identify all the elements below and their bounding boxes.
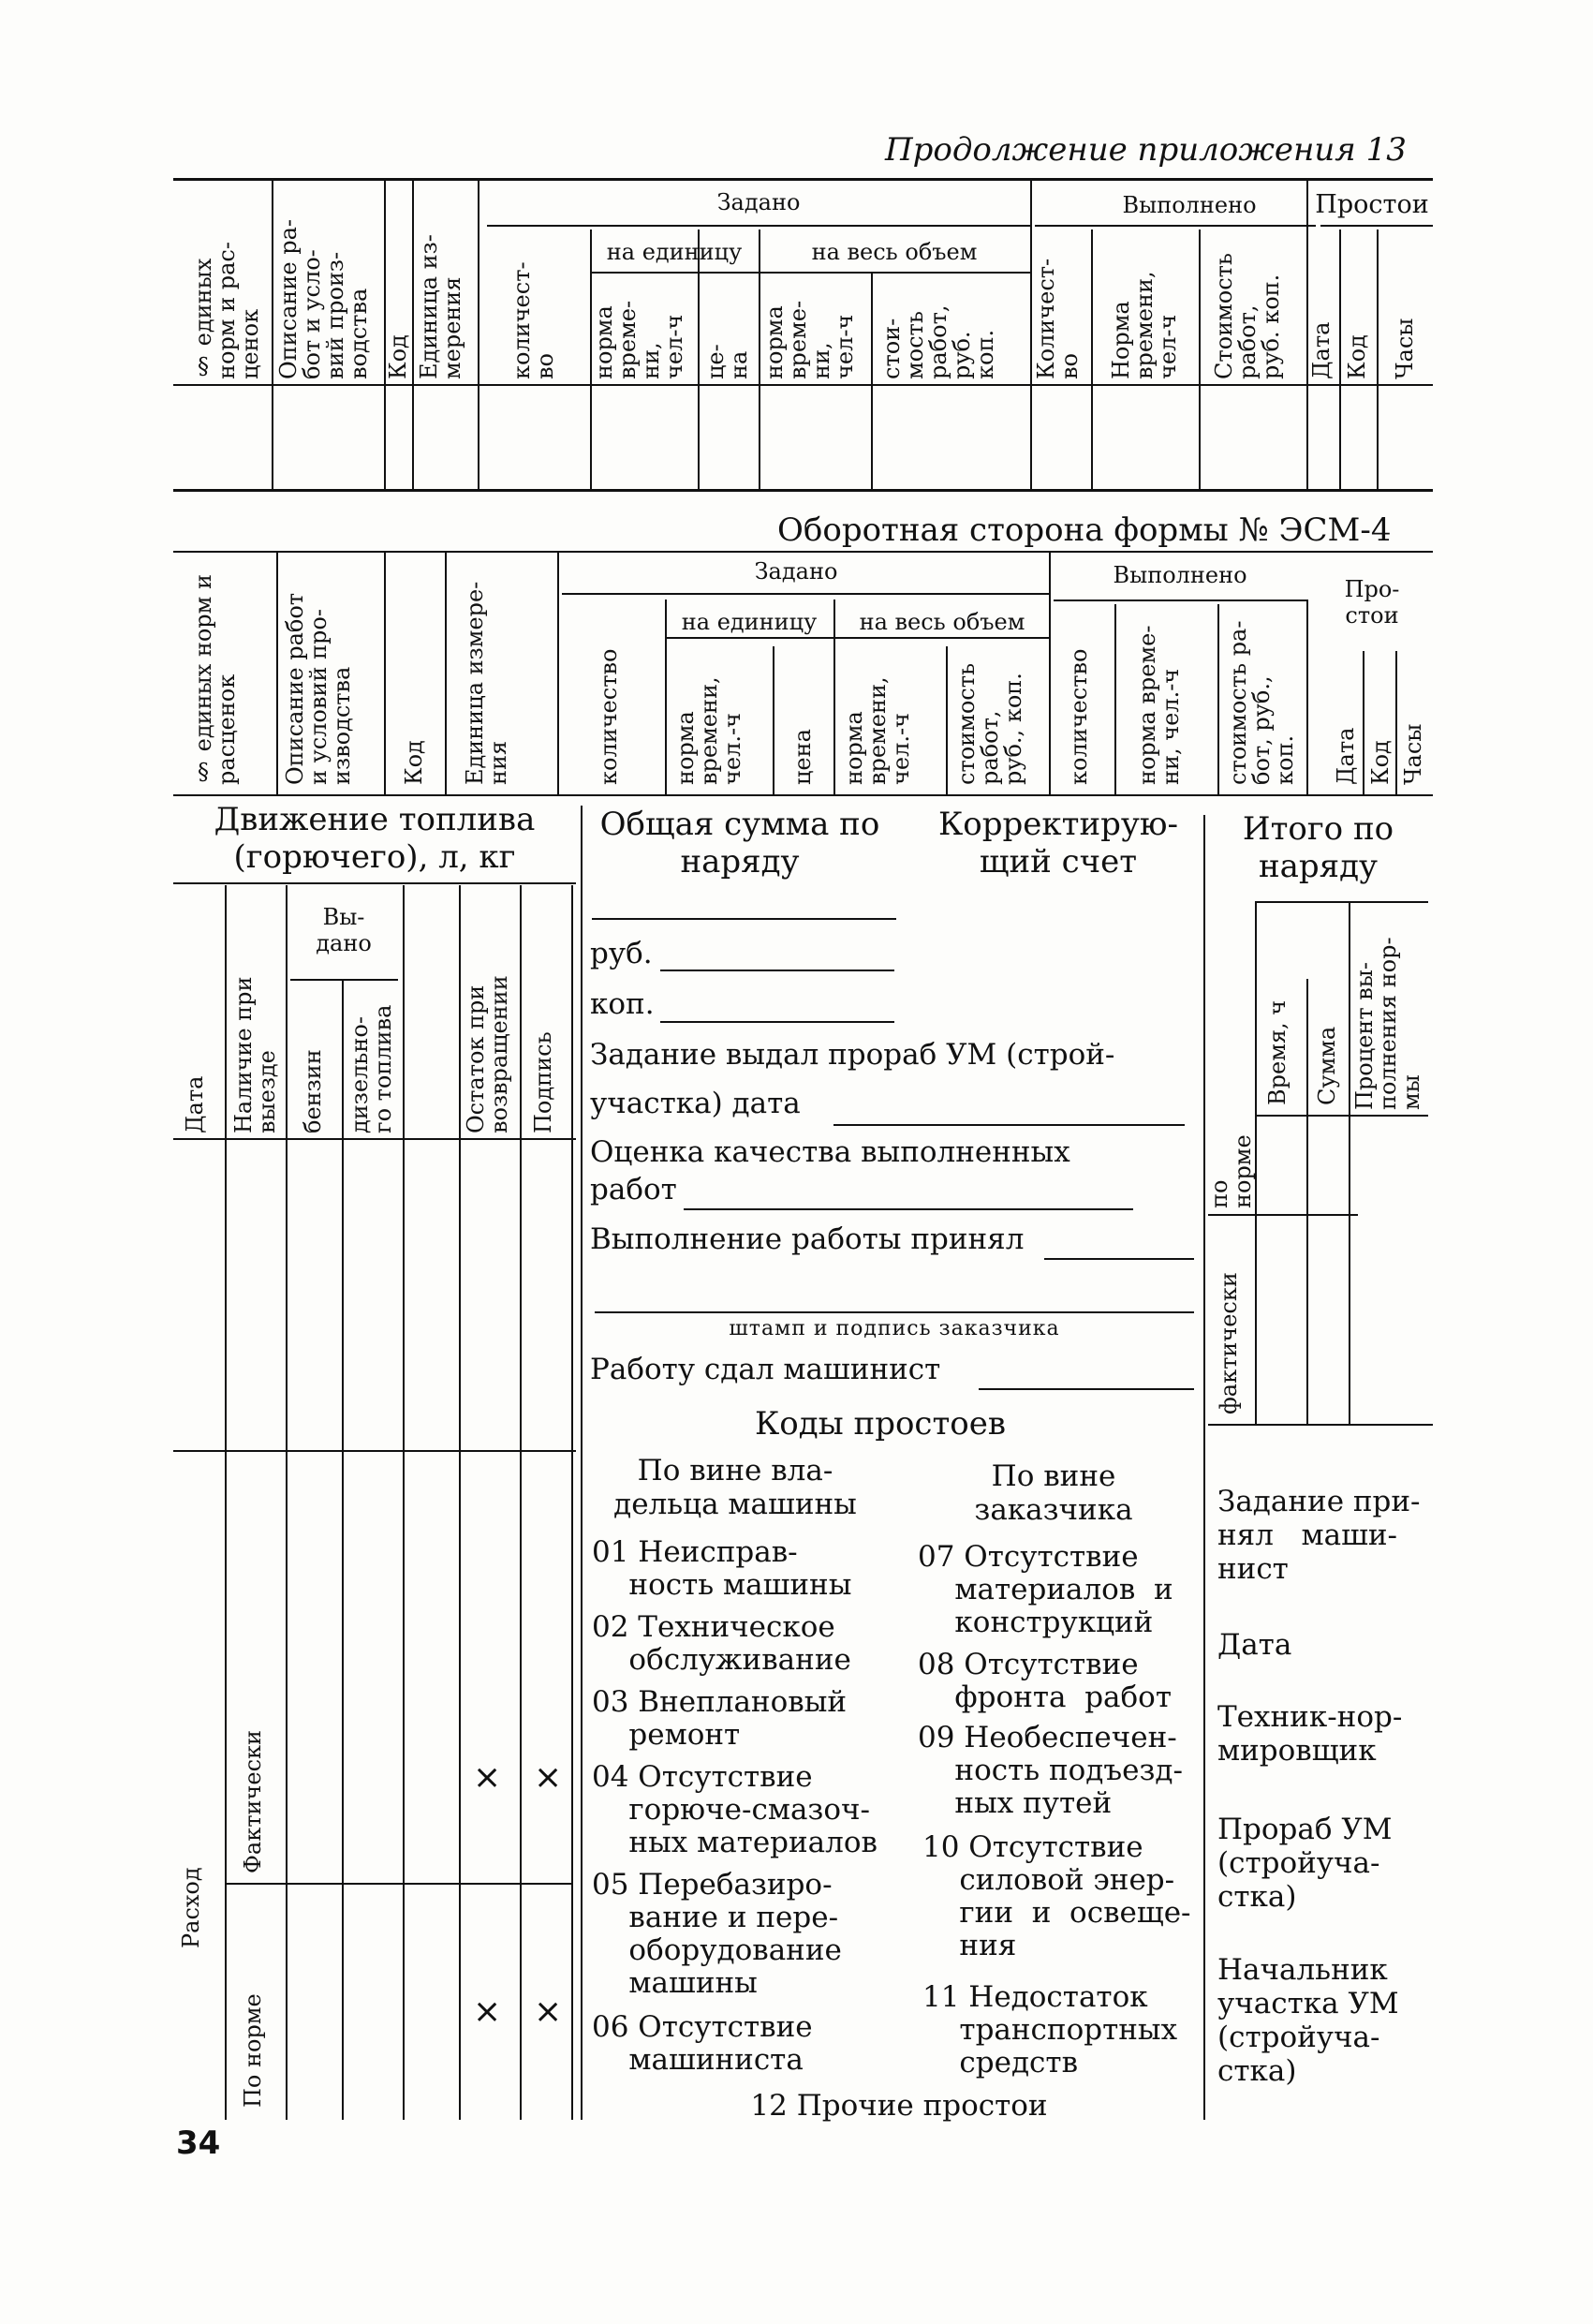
rev-col-done-qty: количество [1066, 648, 1092, 785]
idle-code-09: 09 Необеспечен- ность подъезд- ных путей [918, 1721, 1183, 1820]
quality-works-label: работ [590, 1173, 677, 1206]
top-vypolneno: Выполнено [1122, 192, 1257, 218]
right-row-norm: по норме [1206, 1134, 1256, 1208]
fuel-col-benzin: бензин [300, 1049, 326, 1133]
page-number: 34 [176, 2124, 221, 2162]
idle-code-04: 04 Отсутствие горюче-смазоч- ных материалов [592, 1760, 878, 1859]
fuel-title: Движение топлива (горючего), л, кг [214, 801, 536, 876]
top-col-qty: количест- во [509, 261, 558, 379]
owner-fault-header: По вине вла- дельца машины [613, 1454, 857, 1521]
idle-code-02: 02 Техническое обслуживание [592, 1610, 851, 1677]
top-col-done-cost: Стоимость работ, руб. коп. [1211, 253, 1284, 379]
sign-task-accepted: Задание при- нял маши- нист [1217, 1485, 1421, 1586]
rev-col-norm-unit: норма времени, чел.-ч [672, 676, 745, 785]
x-mark-1: × [473, 1758, 502, 1797]
top-zadano: Задано [716, 189, 801, 215]
right-col-sum: Сумма [1314, 1026, 1340, 1105]
top-col-para: § единых норм и рас- ценок [190, 242, 263, 379]
right-row-fact: фактически [1216, 1272, 1242, 1414]
correcting-account-title: Корректирую- щий счет [937, 806, 1178, 881]
top-prostoi: Простои [1315, 190, 1429, 219]
fuel-col-sign: Подпись [530, 1031, 556, 1133]
top-col-done-norm: Норма времени, чел-ч [1108, 271, 1181, 379]
top-na-ves: на весь объем [811, 239, 978, 265]
x-mark-4: × [534, 1992, 563, 2031]
rev-col-code: Код [401, 740, 427, 785]
po-norme-label: По норме [240, 1993, 266, 2108]
rev-na-edinicu: на единицу [681, 609, 818, 635]
top-col-date: Дата [1308, 321, 1335, 379]
quality-label: Оценка качества выполненных [590, 1135, 1070, 1169]
top-col-kod: Код [1344, 334, 1370, 379]
idle-code-08: 08 Отсутствие фронта работ [918, 1648, 1172, 1714]
task-issued-date-label: участка) дата [590, 1087, 801, 1120]
top-col-done-qty: Количест- во [1033, 258, 1083, 379]
sign-date: Дата [1217, 1628, 1292, 1662]
continuation-title: Продолжение приложения 13 [885, 131, 1407, 169]
top-col-code: Код [385, 334, 411, 379]
top-col-unit: Единица из- мерения [416, 234, 465, 379]
fuel-col-rest: Остаток при возвращении [463, 975, 512, 1133]
fakt-label: Фактически [240, 1729, 266, 1873]
idle-code-06: 06 Отсутствие машиниста [592, 2010, 813, 2077]
idle-code-05: 05 Перебазиро- вание и пере- оборудование машины [592, 1868, 842, 2000]
rev-col-kod: Код [1367, 740, 1394, 785]
rev-col-para: § единых норм и расценок [190, 574, 240, 785]
top-col-cost-all: стои- мость работ, руб. коп. [878, 304, 998, 379]
right-col-time: Время, ч [1264, 999, 1291, 1105]
rev-col-cost-all: стоимость работ, руб., коп. [953, 662, 1026, 785]
stamp-caption: штамп и подпись заказчика [729, 1317, 1060, 1340]
handed-over-label: Работу сдал машинист [590, 1353, 941, 1386]
top-col-price: це- на [702, 344, 752, 379]
top-na-edinicu: на единицу [606, 239, 743, 265]
rev-prostoi: Про- стои [1344, 576, 1400, 629]
idle-code-07: 07 Отсутствие материалов и конструкций [918, 1540, 1173, 1639]
reverse-side-title: Оборотная сторона формы № ЭСМ-4 [777, 511, 1392, 549]
rev-col-done-norm: норма време- ни, чел.-ч [1134, 625, 1184, 785]
rev-na-ves: на весь объем [859, 609, 1025, 635]
rev-col-done-cost: стоимость ра- бот, руб., коп. [1225, 620, 1298, 785]
rashod-label: Расход [178, 1867, 204, 1948]
top-col-norm-unit: норма време- ни, чел-ч [591, 300, 687, 379]
top-col-hours: Часы [1392, 318, 1418, 379]
rev-zadano: Задано [754, 558, 838, 585]
sign-norm-technician: Техник-нор- мировщик [1217, 1700, 1403, 1768]
idle-code-12: 12 Прочие простои [750, 2089, 1048, 2123]
rev-col-date: Дата [1333, 727, 1359, 785]
customer-fault-header: По вине заказчика [974, 1459, 1133, 1527]
x-mark-3: × [473, 1992, 502, 2031]
total-by-order-title: Итого по наряду [1242, 810, 1394, 885]
top-col-norm-all: норма време- ни, чел-ч [761, 300, 858, 379]
top-col-desc: Описание ра- бот и усло- вий произ- водства [275, 218, 372, 379]
idle-code-11: 11 Недостаток транспортных средств [922, 1980, 1178, 2080]
fuel-vydano: Вы- дано [316, 904, 372, 956]
idle-codes-title: Коды простоев [754, 1405, 1007, 1443]
task-issued-label: Задание выдал прораб УМ (строй- [590, 1038, 1115, 1072]
fuel-col-avail: Наличие при выезде [230, 976, 280, 1133]
fuel-col-date: Дата [182, 1075, 208, 1133]
fuel-col-diesel: дизельно- го топлива [347, 1004, 396, 1133]
rub-label: руб. [590, 937, 653, 970]
sign-foreman: Прораб УМ (стройуча- стка) [1217, 1813, 1393, 1914]
rev-col-price: цена [789, 729, 816, 785]
total-sum-title: Общая сумма по наряду [599, 806, 880, 881]
idle-code-03: 03 Внеплановый ремонт [592, 1685, 848, 1752]
rev-col-norm-all: норма времени, чел.-ч [841, 676, 914, 785]
rev-col-unit: Единица измере- ния [462, 581, 511, 785]
kop-label: коп. [590, 987, 655, 1021]
idle-code-01: 01 Неисправ- ность машины [592, 1535, 852, 1602]
right-col-percent: Процент вы- полнения нор- мы [1351, 937, 1424, 1110]
rev-vypolneno: Выполнено [1113, 562, 1247, 588]
x-mark-2: × [534, 1758, 563, 1797]
idle-code-10: 10 Отсутствие силовой энер- гии и освеще- ния [922, 1830, 1191, 1962]
sign-site-chief: Начальник участка УМ (стройуча- стка) [1217, 1953, 1399, 2088]
rev-col-qty: количество [596, 648, 622, 785]
rev-col-hours: Часы [1400, 723, 1426, 785]
rev-col-desc: Описание работ и условий про- изводства [282, 592, 355, 785]
accepted-label: Выполнение работы принял [590, 1222, 1025, 1256]
